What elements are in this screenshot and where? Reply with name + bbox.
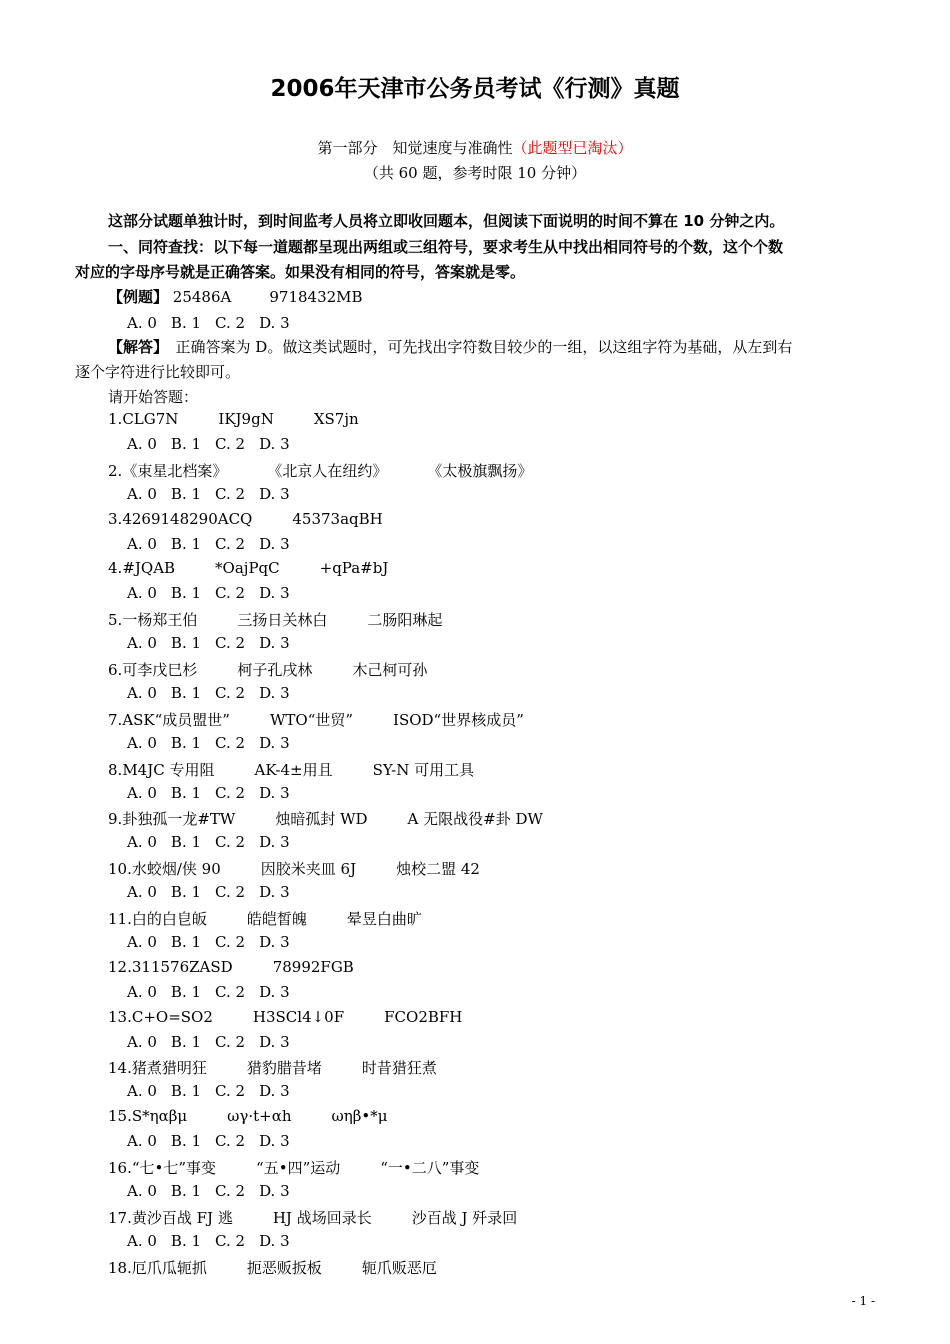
question-8 (108, 759, 474, 780)
question-18 (108, 1257, 437, 1278)
option-a[interactable]: A. 0 (127, 1132, 157, 1151)
option-a[interactable]: A. 0 (127, 1032, 157, 1051)
question-group-1: 一杨郑王伯 (122, 611, 198, 630)
question-15 (108, 1107, 388, 1125)
question-number: 6. (108, 661, 123, 679)
question-group-1: S*ηαβμ (131, 1107, 188, 1126)
option-d[interactable]: D. 3 (259, 1082, 290, 1101)
section-note: （此题型已淘汰） (512, 139, 633, 157)
option-b[interactable]: B. 1 (170, 982, 202, 1001)
question-number: 10. (108, 860, 132, 879)
question-number: 12. (108, 957, 132, 976)
option-b[interactable]: B. 1 (170, 1132, 202, 1151)
option-c[interactable]: C. 2 (215, 684, 246, 702)
question-group-2: 因胶米夹皿 6J (260, 860, 357, 879)
question-group-3: 沙百战 J 歼录回 (411, 1208, 518, 1227)
option-b[interactable]: B. 1 (170, 933, 202, 951)
option-b[interactable]: B. 1 (170, 534, 202, 553)
page-title: 2006年天津市公务员考试《行测》真题 (270, 76, 680, 102)
option-a[interactable]: A. 0 (127, 933, 157, 951)
option-b[interactable]: B. 1 (170, 1032, 202, 1051)
question-group-2: ωγ·t+αh (227, 1107, 292, 1126)
question-options (127, 435, 304, 453)
question-9 (108, 808, 543, 829)
question-group-2: 扼恶贩扳板 (246, 1258, 322, 1277)
option-a[interactable]: A. 0 (127, 435, 157, 453)
option-d[interactable]: D. 3 (259, 933, 290, 951)
option-a[interactable]: A. 0 (127, 1182, 157, 1200)
option-c[interactable]: C. 2 (215, 883, 246, 902)
question-number: 7. (108, 710, 123, 729)
question-group-3: 时昔猎狂煮 (361, 1059, 437, 1078)
section-scope: （共 60 题，参考时限 10 分钟） (363, 164, 587, 182)
question-group-1: 可李戊巳杉 (122, 661, 198, 679)
option-a[interactable]: A. 0 (127, 1231, 157, 1250)
question-group-1: 《束星北档案》 (122, 461, 228, 480)
option-d[interactable]: D. 3 (259, 1032, 290, 1051)
question-group-3: 《太极旗飘扬》 (427, 461, 533, 480)
question-group-1: 卦独孤一龙#TW (122, 810, 236, 829)
question-group-2: 78992FGB (272, 957, 354, 976)
question-group-3: ωηβ•*μ (331, 1107, 388, 1126)
option-d[interactable]: D. 3 (259, 435, 290, 453)
option-a[interactable]: A. 0 (127, 783, 157, 802)
question-options (127, 983, 304, 1001)
question-5 (108, 609, 442, 630)
question-group-1: 4269148290ACQ (122, 509, 253, 528)
question-group-2: “五•四”运动 (256, 1159, 341, 1177)
intro-text (108, 209, 784, 234)
option-a[interactable]: A. 0 (127, 883, 157, 902)
question-group-1: M4JC 专用阻 (122, 760, 215, 779)
option-d[interactable]: D. 3 (259, 1231, 290, 1250)
question-options (127, 634, 304, 652)
option-b[interactable]: B. 1 (170, 484, 202, 503)
option-d[interactable]: D. 3 (259, 684, 290, 702)
question-group-2: 烛暗孤封 WD (275, 810, 368, 829)
question-3 (108, 510, 383, 528)
example-options (127, 314, 304, 332)
option-b: B. 1 (170, 314, 202, 332)
option-b[interactable]: B. 1 (170, 1082, 202, 1101)
question-options (127, 584, 304, 602)
question-number: 17. (108, 1208, 132, 1227)
question-number: 1. (108, 410, 123, 428)
question-number: 16. (108, 1159, 132, 1177)
option-c[interactable]: C. 2 (215, 1032, 246, 1051)
intro-text-content: 这部分试题单独计时，到时间监考人员将立即收回题本，但阅读下面说明的时间不算在 10 分钟之内。 (108, 212, 785, 230)
question-options (127, 485, 304, 503)
option-c[interactable]: C. 2 (215, 1082, 246, 1101)
question-group-3: 二肠阳琳起 (367, 611, 443, 630)
question-number: 2. (108, 461, 123, 480)
question-4 (108, 559, 388, 577)
option-c[interactable]: C. 2 (215, 435, 246, 453)
option-d[interactable]: D. 3 (259, 883, 290, 902)
page-number: - 1 - (851, 1294, 875, 1308)
question-group-2: WTO“世贸” (269, 710, 354, 729)
question-group-3: “一•二八”事变 (380, 1159, 480, 1177)
option-a: A. 0 (127, 314, 157, 332)
option-b[interactable]: B. 1 (170, 634, 202, 653)
question-number: 15. (108, 1107, 132, 1126)
option-b[interactable]: B. 1 (170, 435, 202, 453)
question-10 (108, 858, 480, 879)
answer-text-1: 正确答案为 D。做这类试题时，可先找出字符数目较少的一组，以这组字符为基础，从左到右 (175, 338, 793, 356)
question-options (127, 1182, 304, 1200)
option-c[interactable]: C. 2 (215, 833, 246, 852)
option-d[interactable]: D. 3 (259, 484, 290, 503)
rule-line-2: 对应的字母序号就是正确答案。如果没有相同的符号，答案就是零。 (75, 263, 526, 281)
question-12 (108, 958, 354, 976)
question-options (127, 1082, 304, 1100)
question-options (127, 933, 304, 951)
question-13 (108, 1008, 462, 1026)
option-a[interactable]: A. 0 (127, 534, 157, 553)
question-group-2: 《北京人在纽约》 (267, 461, 388, 480)
question-group-3: 晕昱白曲旷 (346, 910, 422, 928)
option-d[interactable]: D. 3 (259, 584, 290, 603)
option-b[interactable]: B. 1 (170, 1231, 202, 1250)
question-group-2: *OajPqC (215, 559, 280, 578)
question-group-2: IKJ9gN (218, 410, 274, 428)
question-group-1: C+O=SO2 (131, 1007, 213, 1026)
option-c[interactable]: C. 2 (215, 982, 246, 1001)
option-d[interactable]: D. 3 (259, 783, 290, 802)
answer-line-1 (108, 335, 792, 360)
question-group-1: 猪煮猎明狂 (131, 1059, 207, 1078)
question-group-2: 三扬日关林白 (237, 611, 328, 630)
example-line (108, 285, 363, 310)
option-d[interactable]: D. 3 (259, 1182, 290, 1200)
question-group-3: 烛校二盟 42 (396, 860, 480, 879)
option-a[interactable]: A. 0 (127, 634, 157, 653)
question-2 (108, 460, 532, 481)
option-c[interactable]: C. 2 (215, 1231, 246, 1250)
option-b[interactable]: B. 1 (170, 783, 202, 802)
option-b[interactable]: B. 1 (170, 1182, 202, 1200)
question-group-3: A 无限战役#卦 DW (407, 810, 543, 829)
option-d[interactable]: D. 3 (259, 733, 290, 752)
question-group-2: AK-4±用且 (254, 760, 333, 779)
option-a[interactable]: A. 0 (127, 833, 157, 852)
question-group-3: 木己柯可孙 (352, 661, 428, 679)
option-a[interactable]: A. 0 (127, 733, 157, 752)
option-c: C. 2 (215, 314, 246, 332)
question-number: 11. (108, 910, 132, 928)
question-6 (108, 659, 427, 680)
option-b[interactable]: B. 1 (170, 584, 202, 603)
option-c[interactable]: C. 2 (215, 584, 246, 603)
question-options (127, 784, 304, 802)
option-d[interactable]: D. 3 (259, 634, 290, 653)
question-group-2: 45373aqBH (292, 509, 383, 528)
question-16 (108, 1157, 479, 1178)
example-group-1: 25486A (172, 288, 232, 306)
question-group-3: 轭爪贩恶厄 (361, 1258, 437, 1277)
question-options (127, 535, 304, 553)
question-group-2: 皓皑皙魄 (246, 910, 307, 928)
example-group-2: 9718432MB (269, 288, 363, 306)
option-c[interactable]: C. 2 (215, 634, 246, 653)
question-options (127, 734, 304, 752)
question-group-1: “七•七”事变 (131, 1159, 217, 1177)
question-group-1: #JQAB (122, 559, 176, 578)
option-c[interactable]: C. 2 (215, 933, 246, 951)
question-options (127, 833, 304, 851)
question-group-3: SY-N 可用工具 (372, 760, 475, 779)
question-14 (108, 1057, 437, 1078)
question-number: 8. (108, 760, 123, 779)
option-c[interactable]: C. 2 (215, 1182, 246, 1200)
question-options (127, 1132, 304, 1150)
question-group-1: ASK“成员盟世” (122, 710, 230, 729)
question-1 (108, 410, 359, 428)
option-c[interactable]: C. 2 (215, 733, 246, 752)
option-b[interactable]: B. 1 (170, 833, 202, 852)
option-d[interactable]: D. 3 (259, 1132, 290, 1151)
option-b[interactable]: B. 1 (170, 733, 202, 752)
question-number: 9. (108, 810, 123, 829)
option-b[interactable]: B. 1 (170, 684, 202, 702)
question-group-1: CLG7N (122, 410, 179, 428)
option-b[interactable]: B. 1 (170, 883, 202, 902)
question-group-3: ISOD“世界核成员” (393, 710, 524, 729)
question-group-2: H3SCl4↓0F (252, 1007, 345, 1026)
question-group-1: 黄沙百战 FJ 逃 (131, 1208, 233, 1227)
question-group-2: 猎豹腊昔堵 (246, 1059, 322, 1078)
option-a[interactable]: A. 0 (127, 484, 157, 503)
question-group-1: 白的白皀皈 (131, 910, 207, 928)
section-heading (0, 137, 950, 158)
question-17 (108, 1207, 517, 1228)
section-part: 第一部分 知觉速度与准确性 (317, 139, 513, 157)
question-number: 4. (108, 559, 123, 578)
option-c[interactable]: C. 2 (215, 783, 246, 802)
question-group-2: HJ 战场回录长 (272, 1208, 372, 1227)
question-group-3: +qPa#bJ (319, 559, 389, 578)
start-label: 请开始答题： (108, 388, 199, 406)
question-group-1: 水蛟烟/侠 90 (131, 860, 221, 879)
question-group-3: FCO2BFH (384, 1007, 463, 1026)
option-d[interactable]: D. 3 (259, 534, 290, 553)
answer-label: 【解答】 (108, 338, 161, 356)
question-number: 13. (108, 1007, 132, 1026)
option-d[interactable]: D. 3 (259, 833, 290, 852)
question-group-1: 311576ZASD (131, 957, 233, 976)
question-options (127, 1033, 304, 1051)
question-11 (108, 908, 422, 929)
option-a[interactable]: A. 0 (127, 584, 157, 603)
question-number: 5. (108, 611, 123, 630)
option-c[interactable]: C. 2 (215, 484, 246, 503)
rule-line-1: 一、同符查找：以下每一道题都呈现出两组或三组符号，要求考生从中找出相同符号的个数，这个个数 (108, 238, 784, 256)
option-a[interactable]: A. 0 (127, 1082, 157, 1101)
option-a[interactable]: A. 0 (127, 982, 157, 1001)
question-options (127, 684, 304, 702)
question-group-2: 柯子孔戌林 (237, 661, 313, 679)
question-options (127, 1232, 304, 1250)
question-number: 3. (108, 509, 123, 528)
question-group-3: XS7jn (313, 410, 359, 428)
question-number: 14. (108, 1059, 132, 1078)
question-7 (108, 709, 524, 730)
answer-line-2: 逐个字符进行比较即可。 (75, 363, 241, 381)
question-number: 18. (108, 1258, 132, 1277)
option-c[interactable]: C. 2 (215, 534, 246, 553)
option-a[interactable]: A. 0 (127, 684, 157, 702)
option-d: D. 3 (259, 314, 290, 332)
example-label: 【例题】 (108, 288, 169, 306)
question-group-1: 厄爪瓜轭抓 (131, 1258, 207, 1277)
option-d[interactable]: D. 3 (259, 982, 290, 1001)
option-c[interactable]: C. 2 (215, 1132, 246, 1151)
question-options (127, 883, 304, 901)
